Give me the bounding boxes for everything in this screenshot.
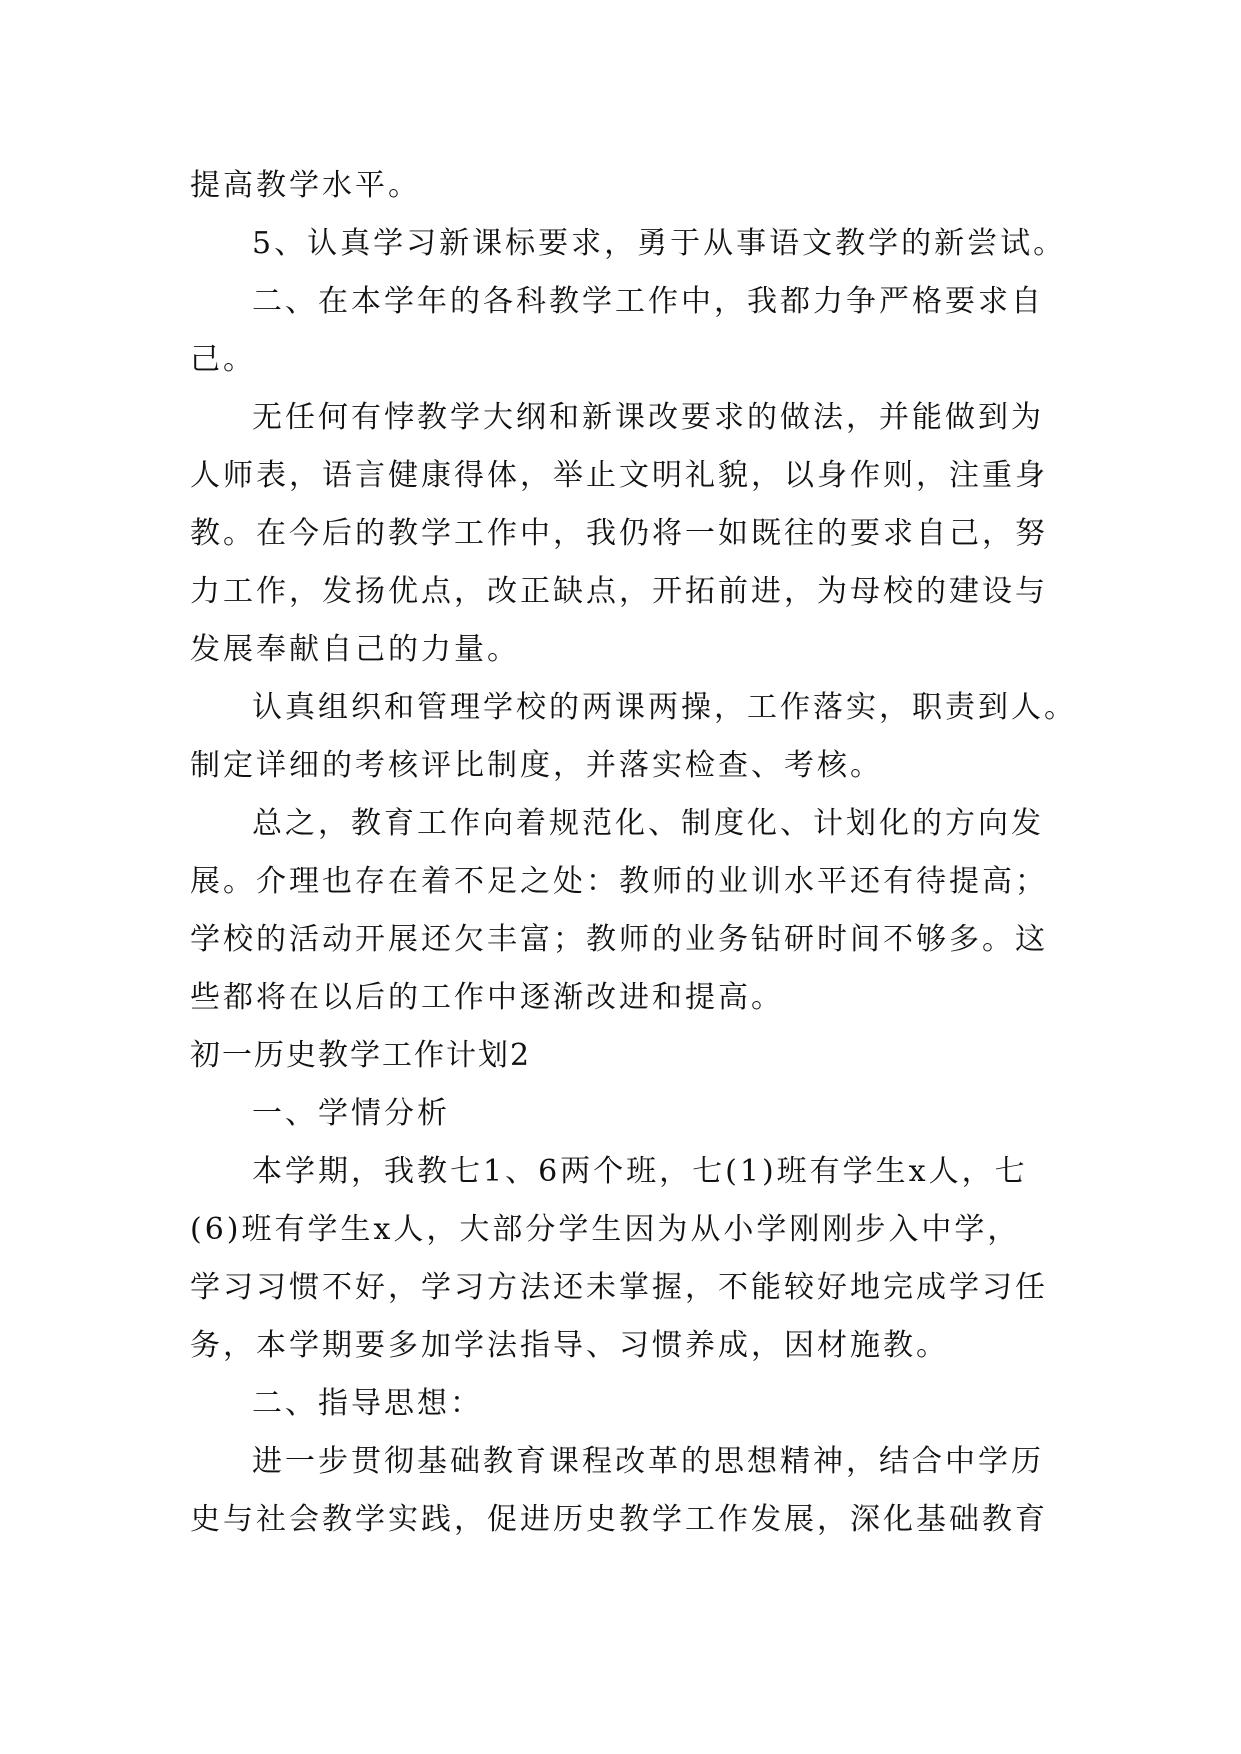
text-line: 二、在本学年的各科教学工作中，我都力争严格要求自 (252, 284, 1044, 319)
text-line: 展。介理也存在着不足之处：教师的业训水平还有待提高； (190, 864, 1048, 899)
text-line: 学习习惯不好，学习方法还未掌握，不能较好地完成学习任 (190, 1270, 1048, 1305)
text-line: 无任何有悖教学大纲和新课改要求的做法，并能做到为 (252, 400, 1044, 435)
text-line: 人师表，语言健康得体，举止文明礼貌，以身作则，注重身 (190, 458, 1048, 493)
text-line: 一、学情分析 (252, 1096, 450, 1131)
text-line: 教。在今后的教学工作中，我仍将一如既往的要求自己，努 (190, 516, 1048, 551)
text-line: 总之，教育工作向着规范化、制度化、计划化的方向发 (252, 806, 1044, 841)
text-line: 二、指导思想： (252, 1386, 483, 1421)
text-line: 史与社会教学实践，促进历史教学工作发展，深化基础教育 (190, 1502, 1048, 1537)
text-line: 认真组织和管理学校的两课两操，工作落实，职责到人。 (252, 690, 1077, 725)
text-line: 制定详细的考核评比制度，并落实检查、考核。 (190, 748, 883, 783)
text-line: (6)班有学生x人，大部分学生因为从小学刚刚步入中学， (190, 1212, 1021, 1247)
text-line: 提高教学水平。 (190, 168, 421, 203)
text-line: 发展奉献自己的力量。 (190, 632, 520, 667)
text-line: 进一步贯彻基础教育课程改革的思想精神，结合中学历 (252, 1444, 1044, 1479)
text-line: 本学期，我教七1、6两个班，七(1)班有学生x人，七 (252, 1154, 1028, 1189)
text-line: 务，本学期要多加学法指导、习惯养成，因材施教。 (190, 1328, 949, 1363)
section-heading: 初一历史教学工作计划2 (190, 1038, 532, 1073)
text-line: 些都将在以后的工作中逐渐改进和提高。 (190, 980, 784, 1015)
text-line: 5、认真学习新课标要求，勇于从事语文教学的新尝试。 (252, 226, 1067, 261)
document-body (190, 157, 1077, 1549)
text-line: 学校的活动开展还欠丰富；教师的业务钻研时间不够多。这 (190, 922, 1048, 957)
text-line: 力工作，发扬优点，改正缺点，开拓前进，为母校的建设与 (190, 574, 1048, 609)
text-line: 己。 (190, 342, 256, 377)
